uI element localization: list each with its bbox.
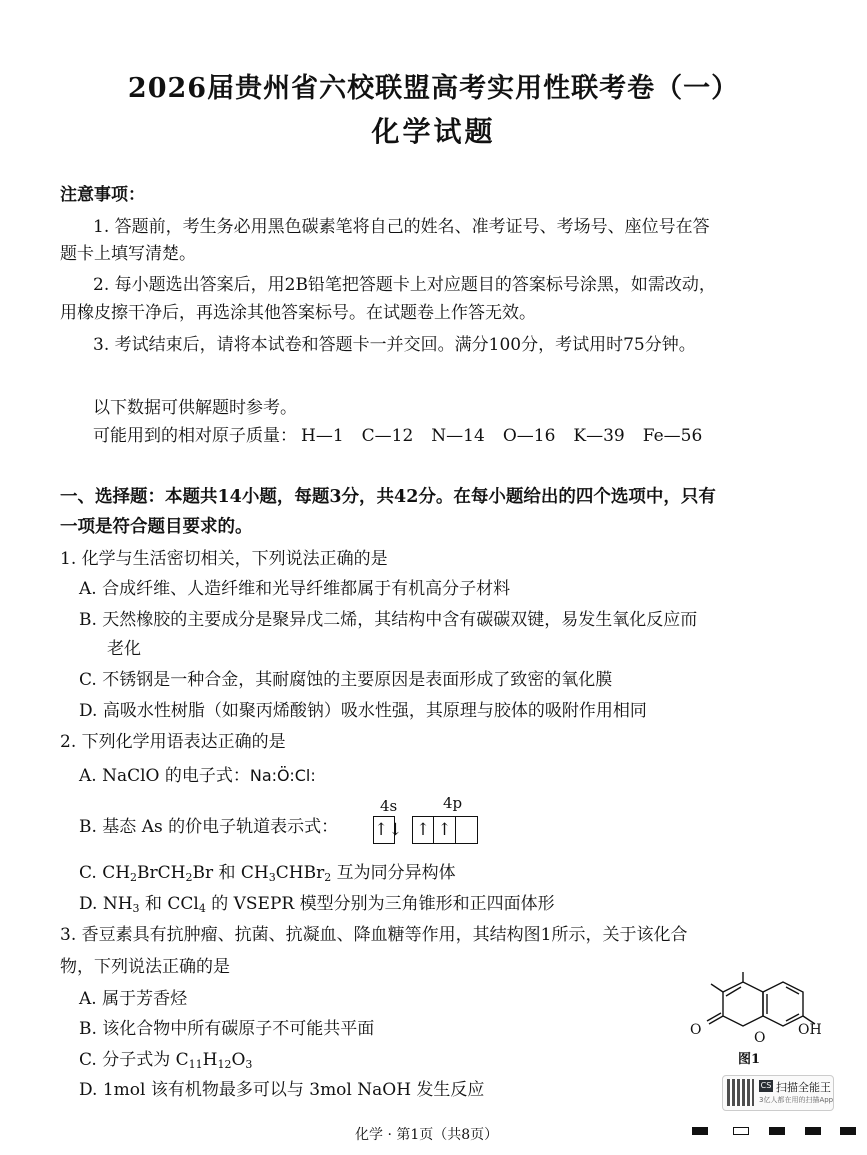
badge-app-name: 扫描全能王 (776, 1081, 831, 1094)
q2-d-part: 的 VSEPR 模型分别为三角锥形和正四面体形 (205, 894, 555, 914)
q3-option-d: D. 1mol 该有机物最多可以与 3mol NaOH 发生反应 (79, 1080, 485, 1100)
mass-h: H—1 (301, 426, 344, 446)
q2-d-sub: 3 (132, 902, 140, 915)
alignment-mark (840, 1127, 856, 1135)
note-2-line-2: 用橡皮擦干净后，再选涂其他答案标号。在试题卷上作答无效。 (60, 303, 536, 323)
q2-stem: 2. 下列化学用语表达正确的是 (60, 732, 286, 752)
note-1-line-1: 1. 答题前，考生务必用黑色碳素笔将自己的姓名、准考证号、考场号、座位号在答 (93, 217, 710, 237)
q2-c-sub: 2 (185, 871, 193, 884)
q1-option-b-line-2: 老化 (107, 639, 141, 659)
q2-c-sub: 3 (268, 871, 276, 884)
q3-option-c (79, 1045, 252, 1070)
q3-c-part: O (231, 1050, 246, 1070)
orbital-box-4p-1: ↑ (412, 816, 434, 844)
q1-option-b-line-1: B. 天然橡胶的主要成分是聚异戊二烯，其结构中含有碳碳双键，易发生氧化反应而 (79, 610, 698, 630)
badge-tagline: 3亿人都在用的扫描App (759, 1096, 834, 1104)
qr-code-icon (727, 1079, 754, 1106)
q2-d-part: D. NH (79, 894, 133, 914)
q2-option-b-prefix: B. 基态 As 的价电子轨道表示式： (79, 817, 339, 837)
orbital-4p-boxes (412, 816, 478, 844)
q2-c-part: Br 和 CH (192, 863, 269, 883)
note-1-line-2: 题卡上填写清楚。 (60, 244, 196, 264)
mass-fe: Fe—56 (642, 426, 703, 446)
q2-option-a (79, 761, 316, 786)
q2-d-part: 和 CCl (139, 894, 199, 914)
figure-caption: 图1 (738, 1052, 761, 1067)
orbital-4s-box (373, 816, 403, 844)
q2-option-a-prefix: A. NaClO 的电子式： (79, 766, 250, 786)
orbital-box-4s: ↑↓ (373, 816, 395, 844)
mass-k: K—39 (573, 426, 625, 446)
q1-option-d: D. 高吸水性树脂（如聚丙烯酸钠）吸水性强，其原理与胶体的吸附作用相同 (79, 701, 647, 721)
camscanner-badge (722, 1075, 834, 1111)
q3-c-sub: 12 (217, 1058, 232, 1071)
alignment-mark (692, 1127, 708, 1135)
page-footer: 化学 · 第1页（共8页） (355, 1127, 499, 1143)
q3-stem-line-2: 物，下列说法正确的是 (60, 957, 230, 977)
q2-option-d (79, 889, 555, 914)
q3-option-b: B. 该化合物中所有碳原子不可能共平面 (79, 1019, 375, 1039)
alignment-mark (733, 1127, 749, 1135)
q2-c-sub: 2 (324, 871, 332, 884)
q3-stem-line-1: 3. 香豆素具有抗肿瘤、抗菌、抗凝血、降血糖等作用，其结构图1所示，关于该化合 (60, 925, 688, 945)
reference-intro: 以下数据可供解题时参考。 (93, 398, 297, 418)
q2-d-sub: 4 (198, 902, 206, 915)
figure-hydroxyl: OH (798, 1022, 822, 1038)
q3-c-part: C. 分子式为 C (79, 1050, 189, 1070)
note-2-line-1: 2. 每小题选出答案后，用2B铅笔把答题卡上对应题目的答案标号涂黑，如需改动， (93, 275, 716, 295)
nacl-o-electron-formula: Na:Ö:Cl: (249, 766, 316, 785)
orbital-label-4p: 4p (443, 794, 463, 812)
subject-title: 化学试题 (371, 115, 496, 148)
notes-heading: 注意事项： (60, 185, 145, 205)
figure-carbonyl-o: O (690, 1022, 702, 1038)
orbital-label-4s: 4s (380, 797, 398, 815)
atomic-masses (93, 421, 720, 446)
section-1-heading-line-1: 一、选择题：本题共14小题，每题3分，共42分。在每小题给出的四个选项中，只有 (60, 487, 716, 507)
q3-option-a: A. 属于芳香烃 (79, 989, 188, 1009)
alignment-mark (805, 1127, 821, 1135)
q1-option-a: A. 合成纤维、人造纤维和光导纤维都属于有机高分子材料 (79, 579, 511, 599)
mass-n: N—14 (431, 426, 485, 446)
orbital-box-4p-3 (456, 816, 478, 844)
q1-option-c: C. 不锈钢是一种合金，其耐腐蚀的主要原因是表面形成了致密的氧化膜 (79, 670, 613, 690)
q3-c-part: H (202, 1050, 218, 1070)
exam-title: 2026届贵州省六校联盟高考实用性联考卷（一） (127, 73, 740, 104)
q2-c-part: CHBr (275, 863, 325, 883)
alignment-mark (769, 1127, 785, 1135)
q1-stem: 1. 化学与生活密切相关，下列说法正确的是 (60, 549, 388, 569)
q2-c-part: BrCH (137, 863, 186, 883)
cs-logo-icon: CS (760, 1081, 772, 1090)
figure-ring-o: O (754, 1030, 766, 1046)
mass-c: C—12 (361, 426, 414, 446)
section-1-heading-line-2: 一项是符合题目要求的。 (60, 517, 253, 537)
q2-option-c (79, 858, 456, 883)
masses-label: 可能用到的相对原子质量： (93, 426, 297, 446)
q2-c-part: 互为同分异构体 (331, 863, 456, 883)
q3-c-sub: 3 (245, 1058, 253, 1071)
q3-c-sub: 11 (188, 1058, 203, 1071)
note-3: 3. 考试结束后，请将本试卷和答题卡一并交回。满分100分，考试用时75分钟。 (93, 335, 696, 355)
q2-c-sub: 2 (130, 871, 138, 884)
mass-o: O—16 (502, 426, 556, 446)
q2-c-part: C. CH (79, 863, 131, 883)
orbital-box-4p-2: ↑ (434, 816, 456, 844)
